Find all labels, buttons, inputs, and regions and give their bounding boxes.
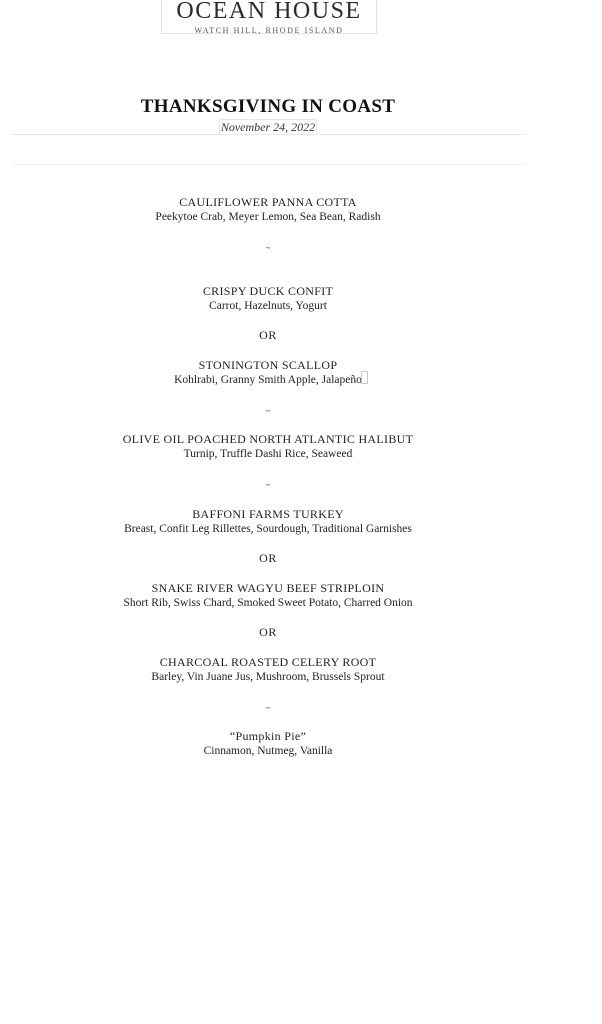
course-separator: ~ <box>265 243 271 253</box>
text-cursor-box <box>361 371 368 384</box>
logo-name: OCEAN HOUSE <box>176 0 362 24</box>
menu-title: THANKSGIVING IN COAST <box>140 96 396 117</box>
course-separator: ~ <box>265 703 271 713</box>
course-description: Carrot, Hazelnuts, Yogurt <box>209 300 327 312</box>
course-description: Cinnamon, Nutmeg, Vanilla <box>203 745 333 757</box>
course-description: Short Rib, Swiss Chard, Smoked Sweet Potato, Charred Onion <box>123 597 413 609</box>
course-name: CRISPY DUCK CONFIT <box>202 284 334 298</box>
or-divider: OR <box>259 625 277 639</box>
course-description: Breast, Confit Leg Rillettes, Sourdough, Traditional Garnishes <box>124 523 412 535</box>
course-name: BAFFONI FARMS TURKEY <box>192 507 344 521</box>
course-description: Peekytoe Crab, Meyer Lemon, Sea Bean, Radish <box>155 211 381 223</box>
divider-rule <box>12 134 526 135</box>
course-description: Barley, Vin Juane Jus, Mushroom, Brussels Sprout <box>151 671 385 683</box>
course-name: OLIVE OIL POACHED NORTH ATLANTIC HALIBUT <box>122 432 414 446</box>
or-divider: OR <box>259 551 277 565</box>
course-name: CAULIFLOWER PANNA COTTA <box>179 195 357 209</box>
course-separator: ~ <box>265 480 271 490</box>
course-name: “Pumpkin Pie” <box>229 729 307 743</box>
menu-date: November 24, 2022 <box>220 120 316 134</box>
course-name: SNAKE RIVER WAGYU BEEF STRIPLOIN <box>151 581 385 595</box>
menu-date-line <box>0 119 536 135</box>
logo-location: WATCH HILL, RHODE ISLAND <box>194 26 344 35</box>
course-description: Turnip, Truffle Dashi Rice, Seaweed <box>183 448 353 460</box>
ocean-house-logo <box>161 0 377 34</box>
or-divider: OR <box>259 328 277 342</box>
course-name: STONINGTON SCALLOP <box>198 358 338 372</box>
course-description: Kohlrabi, Granny Smith Apple, Jalapeño <box>174 374 362 386</box>
divider-rule <box>12 164 526 165</box>
course-name: CHARCOAL ROASTED CELERY ROOT <box>159 655 377 669</box>
course-separator: ~ <box>265 406 271 416</box>
